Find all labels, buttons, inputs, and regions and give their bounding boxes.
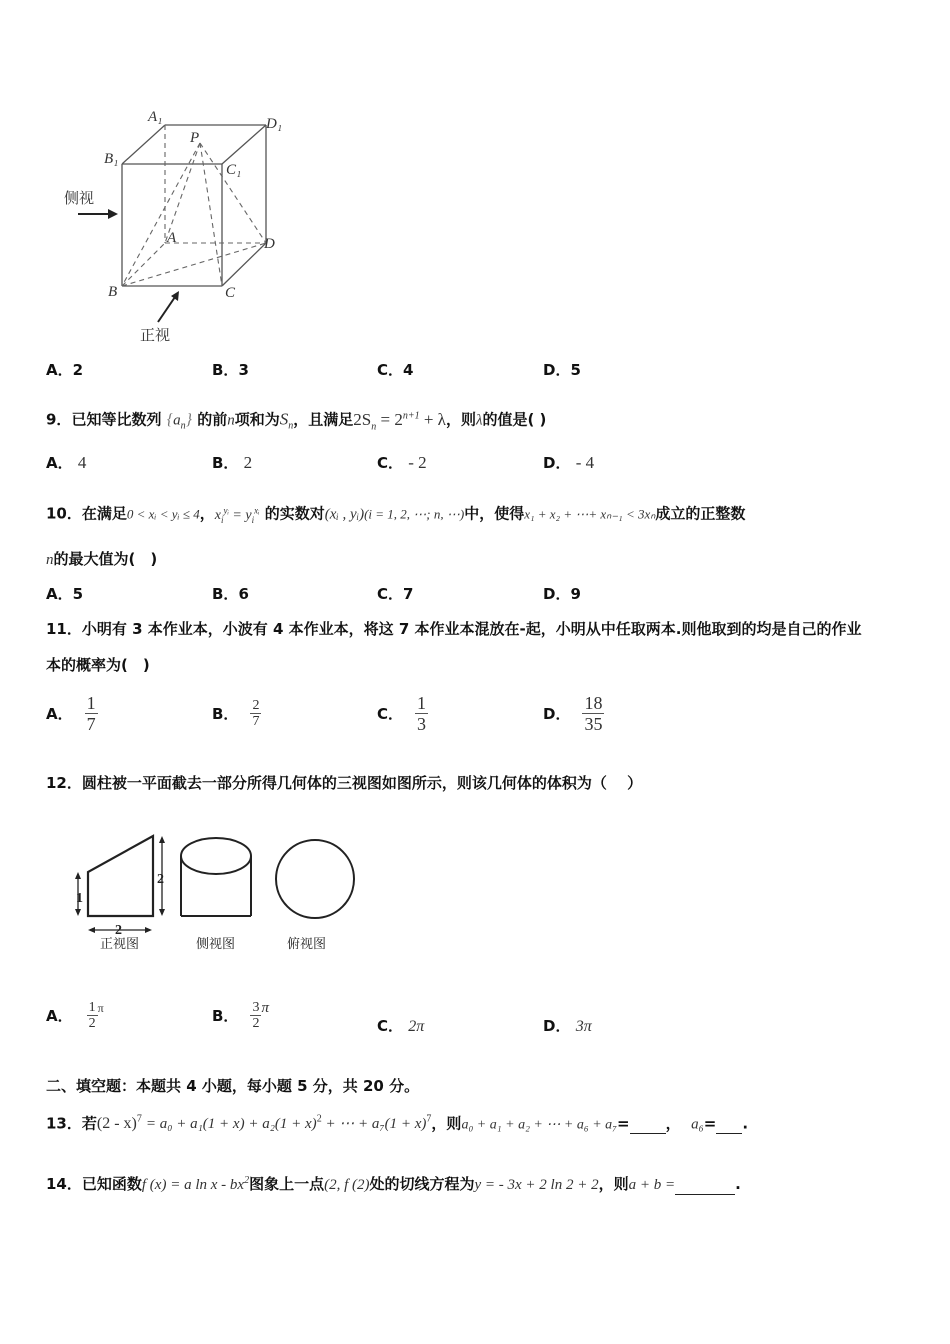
label-a1: A₁ [148,109,163,125]
q8-option-a: A．2 [46,361,84,379]
q14-blank[interactable] [675,1174,735,1195]
label-a: A [167,230,177,246]
q11-option-b: B． $\frac{2}{7}$ [212,697,260,729]
label-d1: D₁ [266,116,283,132]
q8-option-b: B．3 [212,361,249,379]
question-10-line1: 10．在满足0 < xᵢ < yᵢ ≤ 4，$x_i^{yᵢ} = y_i^{xᵢ}$ 的实数对(xᵢ , yᵢ)(i = 1, 2, ⋯; n, ⋯)中，使得x₁ + x₂ + ⋯+ xₙ₋₁ < 3xₙ成立的正整数 [46,504,746,525]
q10-option-d: D．9 [543,585,581,603]
dim-2-right-label: 2 [157,872,164,887]
dim-1-label: 1 [76,891,83,906]
q10-option-a: A．5 [46,585,84,603]
dim-2-bottom-label: 2 [115,923,122,938]
three-view-figure [70,828,370,958]
q13-blank-2[interactable] [716,1113,742,1134]
question-10-line2: n的最大值为( ) [46,550,158,568]
q10-option-c: C．7 [377,585,414,603]
question-13: 13．若$(2 - x)^7 = a_0 + a_1(1 + x) + a_2(1 + x)^2$ + ⋯ + $a_7(1 + x)^7$，则a₀ + a₁ + a₂ + ⋯ + a₆ + a₇= ， a₆= . [46,1114,749,1133]
front-view-label: 正视 [140,326,171,344]
q9-option-b: B． 2 [212,453,253,472]
q11-option-d: D． $\frac{18}{35}$ [543,692,603,734]
cube-pyramid-figure [55,100,295,350]
question-9: 9．已知等比数列 $\{a_n\}$ 的前n项和为$S_n$，且满足$2S_n = 2^{n+1} + \lambda$，则λ的值是( ) [46,409,547,433]
section-2-heading: 二、填空题：本题共 4 小题，每小题 5 分，共 20 分。 [46,1077,420,1095]
q8-option-c: C．4 [377,361,414,379]
label-p: P [190,130,200,146]
question-14: 14．已知函数f (x) = a ln x - $bx^2$图象上一点(2, f (2)处的切线方程为y = - 3x + 2 ln 2 + 2，则a + b = . [46,1175,741,1193]
q12-option-d: D． 3π [543,1017,592,1035]
front-view-caption: 正视图 [100,937,140,952]
side-view-label: 侧视 [64,189,95,207]
label-b1: B₁ [104,151,119,167]
side-view-caption: 侧视图 [196,937,236,952]
label-b: B [108,284,118,300]
question-11-line1: 11．小明有 3 本作业本，小波有 4 本作业本，将这 7 本作业本混放在-起，小明从中任取两本.则他取到的均是自己的作业 [46,620,862,638]
q12-option-c: C． 2π [377,1017,425,1035]
q12-option-b: B． $\frac{3}{2}$ π [212,999,269,1031]
q11-option-a: A． $\frac{1}{7}$ [46,692,96,734]
label-c: C [225,285,236,301]
label-c1: C₁ [226,162,242,178]
q12-option-a: A． $\frac{1}{2}$ π [46,999,104,1031]
q11-option-c: C． $\frac{1}{3}$ [377,692,427,734]
top-view-caption: 俯视图 [287,937,327,952]
question-12: 12．圆柱被一平面截去一部分所得几何体的三视图如图所示，则该几何体的体积为（ ） [46,774,643,792]
q8-option-d: D．5 [543,361,581,379]
q13-blank-1[interactable] [630,1113,666,1134]
q9-option-a: A． 4 [46,453,87,472]
label-d: D [264,236,275,252]
q9-option-c: C． - 2 [377,453,427,472]
question-11-line2: 本的概率为( ) [46,656,150,674]
q10-option-b: B．6 [212,585,249,603]
q9-option-d: D． - 4 [543,453,595,472]
